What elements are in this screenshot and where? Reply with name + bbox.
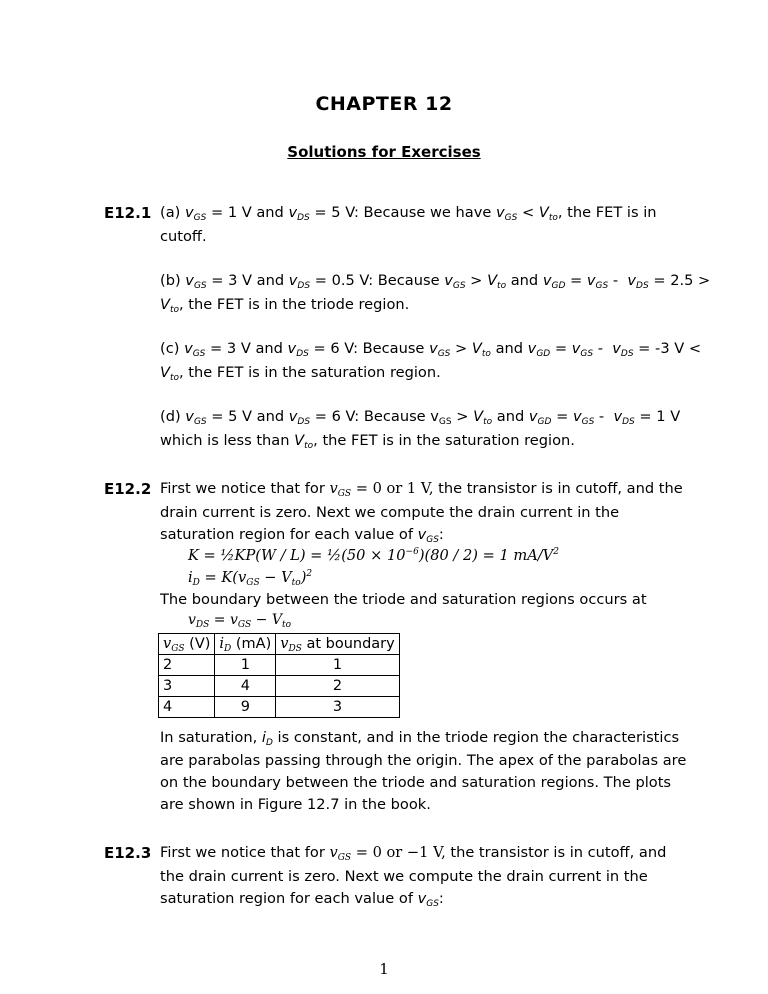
text: saturation region for each value of (160, 890, 418, 907)
e12-3-line1: First we notice that for $v_{GS} = 0$ or −1 V, the transistor is in cutoff, and (160, 844, 667, 863)
text: = 2.5 > (648, 272, 711, 289)
section-subtitle: Solutions for Exercises (287, 143, 481, 161)
text: First we notice that for (160, 480, 330, 497)
text: = 0 or −1 V, (351, 844, 446, 861)
text: = 5 V: Because we have (309, 204, 496, 221)
text: which is less than (160, 432, 295, 449)
text: 2 (306, 569, 313, 579)
text: = -3 V < (633, 340, 702, 357)
text: (c) (160, 340, 185, 357)
e12-2-line3: saturation region for each value of $v_{GS}$: (160, 526, 444, 545)
text: )(80 / 2) = 1 mA/V (418, 547, 554, 564)
text: = 3 V and (206, 272, 289, 289)
table-cell: 9 (215, 697, 276, 718)
text: 2 (553, 547, 559, 557)
page-number: 1 (379, 960, 389, 978)
text: = K(v (199, 569, 247, 586)
text: ) (300, 569, 307, 586)
text: saturation region for each value of (160, 526, 418, 543)
text: = 5 V and (206, 408, 289, 425)
text: = 1 V and (206, 204, 289, 221)
text: (mA) (235, 636, 272, 652)
table-cell: 3 (159, 676, 215, 697)
text: = 1 V (634, 408, 681, 425)
equation-id: $i_D = K(v_{GS} - V_{to})^2$ (188, 569, 313, 588)
text: is constant, and in the triode region the characteristics (277, 729, 680, 746)
text: at boundary (306, 636, 395, 652)
text: (V) (189, 636, 211, 652)
text: = 3 V and (205, 340, 288, 357)
exercise-label-e12-2: E12.2 (104, 480, 152, 498)
e12-1-part-d-line1: (d) $v_{GS} = 5$ V and $v_{DS} = 6$ V: Because $v_{GS} > V_{to}$ and $v_{GD} = v_{GS} - v_{DS} = 1$ V (160, 408, 681, 427)
table-header-cell: $i_D$ (mA) (215, 634, 276, 655)
text: and (490, 340, 528, 357)
equation-boundary: $v_{DS} = v_{GS} - V_{to}$ (188, 612, 292, 630)
e12-1-part-a-line2: cutoff. (160, 228, 207, 245)
text: the transistor is in cutoff, and the (433, 480, 683, 497)
e12-1-part-b-line1: (b) $v_{GS} = 3$ V and $v_{DS} = 0.5$ V: Because $v_{GS} > V_{to}$ and $v_{GD} = v_{GS} - v_{DS} = 2.5$ > (160, 272, 711, 291)
table-cell: 4 (215, 676, 276, 697)
text: , the FET is in the saturation region. (313, 432, 575, 449)
table-cell: 3 (276, 697, 399, 718)
text: = 0 or 1 V, (351, 480, 434, 497)
text: and (492, 408, 529, 425)
table-row (159, 697, 400, 718)
e12-1-part-c-line1: (c) $v_{GS} = 3$ V and $v_{DS} = 6$ V: Because $v_{GS} > V_{to}$ and $v_{GD} = v_{GS} - v_{DS} = -3$ V < (160, 340, 702, 359)
e12-1-part-c-line2: $V_{to}$, the FET is in the saturation region. (160, 364, 441, 383)
e12-2-boundary-text: The boundary between the triode and saturation regions occurs at (160, 591, 647, 608)
e12-3-line2: the drain current is zero. Next we compute the drain current in the (160, 868, 648, 885)
table-cell: 2 (159, 655, 215, 676)
text: In saturation, (160, 729, 262, 746)
e12-1-part-a-line1: (a) $v_{GS} = 1$ V and $v_{DS} = 5$ V: Because we have $v_{GS} < V_{to}$, the FET is in (160, 204, 657, 223)
text: i (188, 569, 193, 586)
table-cell: 1 (215, 655, 276, 676)
exercise-label-e12-3: E12.3 (104, 844, 152, 862)
exercise-label-e12-1: E12.1 (104, 204, 152, 222)
text: = 6 V: Because v (310, 408, 439, 425)
text: , the FET is in (557, 204, 657, 221)
table-header-cell: $v_{DS}$ at boundary (276, 634, 399, 655)
text: and (506, 272, 543, 289)
e12-2-para-line3: on the boundary between the triode and saturation regions. The plots (160, 774, 672, 791)
text: (d) (160, 408, 186, 425)
e12-2-para-line4: are shown in Figure 12.7 in the book. (160, 796, 431, 813)
text: v (188, 612, 196, 628)
e12-1-part-b-line2: $V_{to}$, the FET is in the triode region. (160, 296, 410, 315)
text: the transistor is in cutoff, and (445, 844, 667, 861)
e12-1-part-d-line2: which is less than $V_{to}$, the FET is in the saturation region. (160, 432, 575, 451)
text: , the FET is in the saturation region. (179, 364, 441, 381)
table-header-row (159, 634, 400, 655)
text: : (438, 526, 444, 543)
e12-3-line3: saturation region for each value of $v_{GS}$: (160, 890, 444, 909)
table-row (159, 676, 400, 697)
text: − V (259, 569, 292, 586)
table-header-cell: $v_{GS}$ (V) (159, 634, 215, 655)
table-row (159, 655, 400, 676)
text: K = ½KP(W / L) = ½(50 × 10 (188, 547, 406, 564)
text: (a) (160, 204, 185, 221)
text: = 0.5 V: Because (310, 272, 445, 289)
chapter-title: CHAPTER 12 (315, 93, 453, 115)
equation-k (188, 545, 559, 567)
values-table (158, 633, 400, 718)
text: , the FET is in the triode region. (179, 296, 410, 313)
text: First we notice that for (160, 844, 330, 861)
text: = 6 V: Because (308, 340, 430, 357)
e12-2-line2: drain current is zero. Next we compute the drain current in the (160, 504, 620, 521)
table-cell: 4 (159, 697, 215, 718)
table-cell: 1 (276, 655, 399, 676)
e12-2-para-line1: In saturation, $i_D$ is constant, and in the triode region the characteristics (160, 729, 680, 748)
text: −6 (405, 547, 419, 557)
text: : (438, 890, 444, 907)
text: (b) (160, 272, 186, 289)
e12-2-line1: First we notice that for $v_{GS} = 0$ or 1 V, the transistor is in cutoff, and the (160, 480, 683, 499)
table-cell: 2 (276, 676, 399, 697)
e12-2-para-line2: are parabolas passing through the origin. The apex of the parabolas are (160, 752, 687, 769)
